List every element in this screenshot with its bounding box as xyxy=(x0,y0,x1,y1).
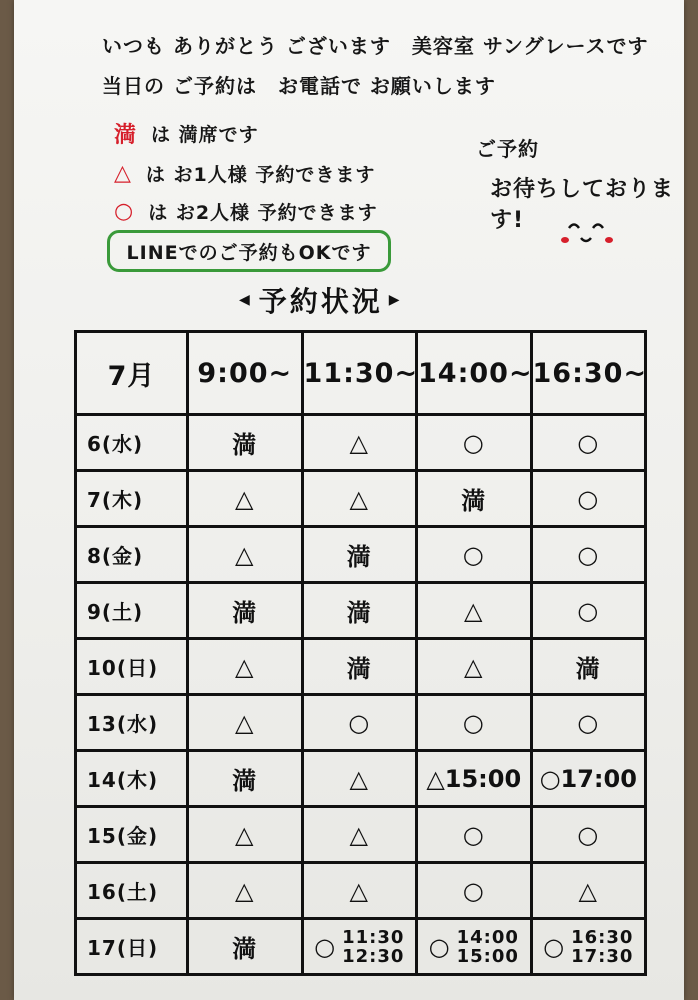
table-row xyxy=(76,751,646,807)
table-row xyxy=(76,471,646,527)
availability-cell: 満 xyxy=(188,919,303,975)
slot-header: 9:00~ xyxy=(188,332,303,415)
slot-header: 16:30~ xyxy=(531,332,646,415)
table-row xyxy=(76,583,646,639)
availability-cell: ○ xyxy=(531,695,646,751)
same-day-notice: 当日の ご予約は お電話で お願いします xyxy=(102,74,496,98)
legend-full xyxy=(114,118,259,149)
legend-one-person xyxy=(114,160,375,187)
availability-cell: △ xyxy=(188,639,303,695)
date-cell: 14(木) xyxy=(76,751,188,807)
message-line-2: お待ちしております! xyxy=(490,177,675,233)
table-row xyxy=(76,695,646,751)
line-ok-note: LINEでのご予約もOKです xyxy=(107,230,391,272)
availability-cell: △ xyxy=(188,863,303,919)
legend-full-text: は 満席です xyxy=(151,124,259,146)
availability-cell: ○ xyxy=(531,583,646,639)
legend-two-persons-text: は お2人様 予約できます xyxy=(148,202,378,224)
availability-cell: △ xyxy=(417,639,532,695)
availability-cell: ○ xyxy=(417,527,532,583)
availability-cell: 満 xyxy=(188,583,303,639)
table-row xyxy=(76,415,646,471)
legend-triangle-symbol: △ xyxy=(114,161,132,186)
availability-cell: 満 xyxy=(302,583,417,639)
date-cell: 13(水) xyxy=(76,695,188,751)
availability-cell: ○ 14:00 15:00 xyxy=(417,919,532,975)
date-cell: 16(土) xyxy=(76,863,188,919)
date-cell: 17(日) xyxy=(76,919,188,975)
table-row xyxy=(76,527,646,583)
legend-circle-symbol: ○ xyxy=(114,199,135,224)
availability-cell: △ xyxy=(188,527,303,583)
availability-cell: △ xyxy=(302,415,417,471)
availability-cell: △ xyxy=(188,695,303,751)
date-cell: 15(金) xyxy=(76,807,188,863)
legend-full-symbol: 満 xyxy=(114,123,138,148)
heading-left-arrow-icon: ◀ xyxy=(239,292,253,308)
availability-cell: ○ xyxy=(417,863,532,919)
availability-cell: 満 xyxy=(302,639,417,695)
legend-one-person-text: は お1人様 予約できます xyxy=(145,164,376,186)
date-cell: 10(日) xyxy=(76,639,188,695)
availability-cell: 満 xyxy=(188,415,303,471)
slot-header: 14:00~ xyxy=(417,332,532,415)
table-row xyxy=(76,807,646,863)
availability-cell: 満 xyxy=(531,639,646,695)
date-cell: 7(木) xyxy=(76,471,188,527)
table-row xyxy=(76,639,646,695)
availability-cell: △ xyxy=(188,807,303,863)
availability-cell: ○ xyxy=(531,415,646,471)
table-row xyxy=(76,919,646,975)
availability-cell: ○ xyxy=(302,695,417,751)
availability-cell: ○ xyxy=(531,807,646,863)
notice-paper xyxy=(14,0,684,1000)
message-line-1: ご予約 xyxy=(476,137,539,161)
availability-cell: ○ xyxy=(531,527,646,583)
availability-cell: △15:00 xyxy=(417,751,532,807)
availability-cell: △ xyxy=(302,807,417,863)
availability-cell: △ xyxy=(302,863,417,919)
availability-cell: △ xyxy=(302,751,417,807)
schedule-title: 予約状況 xyxy=(258,285,383,318)
availability-cell: ○ xyxy=(531,471,646,527)
date-cell: 6(水) xyxy=(76,415,188,471)
availability-cell: 満 xyxy=(417,471,532,527)
availability-cell: ○ xyxy=(417,415,532,471)
schedule-heading xyxy=(239,280,403,320)
date-cell: 8(金) xyxy=(76,527,188,583)
month-header: 7月 xyxy=(76,332,188,415)
table-body xyxy=(76,415,646,975)
reservation-table xyxy=(74,330,647,976)
smile-doodle-icon xyxy=(559,218,617,248)
legend-two-persons xyxy=(114,198,378,225)
availability-cell: ○ 16:30 17:30 xyxy=(531,919,646,975)
availability-cell: △ xyxy=(188,471,303,527)
availability-cell: △ xyxy=(531,863,646,919)
heading-right-arrow-icon: ▶ xyxy=(388,292,403,308)
availability-cell: 満 xyxy=(188,751,303,807)
table-header-row xyxy=(76,332,646,415)
availability-cell: △ xyxy=(302,471,417,527)
availability-cell: ○ xyxy=(417,807,532,863)
date-cell: 9(土) xyxy=(76,583,188,639)
availability-cell: △ xyxy=(417,583,532,639)
availability-cell: ○ xyxy=(417,695,532,751)
table-row xyxy=(76,863,646,919)
greeting-line: いつも ありがとう ございます 美容室 サングレースです xyxy=(102,34,649,58)
availability-cell: ○17:00 xyxy=(531,751,646,807)
availability-cell: ○ 11:30 12:30 xyxy=(302,919,417,975)
slot-header: 11:30~ xyxy=(302,332,417,415)
availability-cell: 満 xyxy=(302,527,417,583)
